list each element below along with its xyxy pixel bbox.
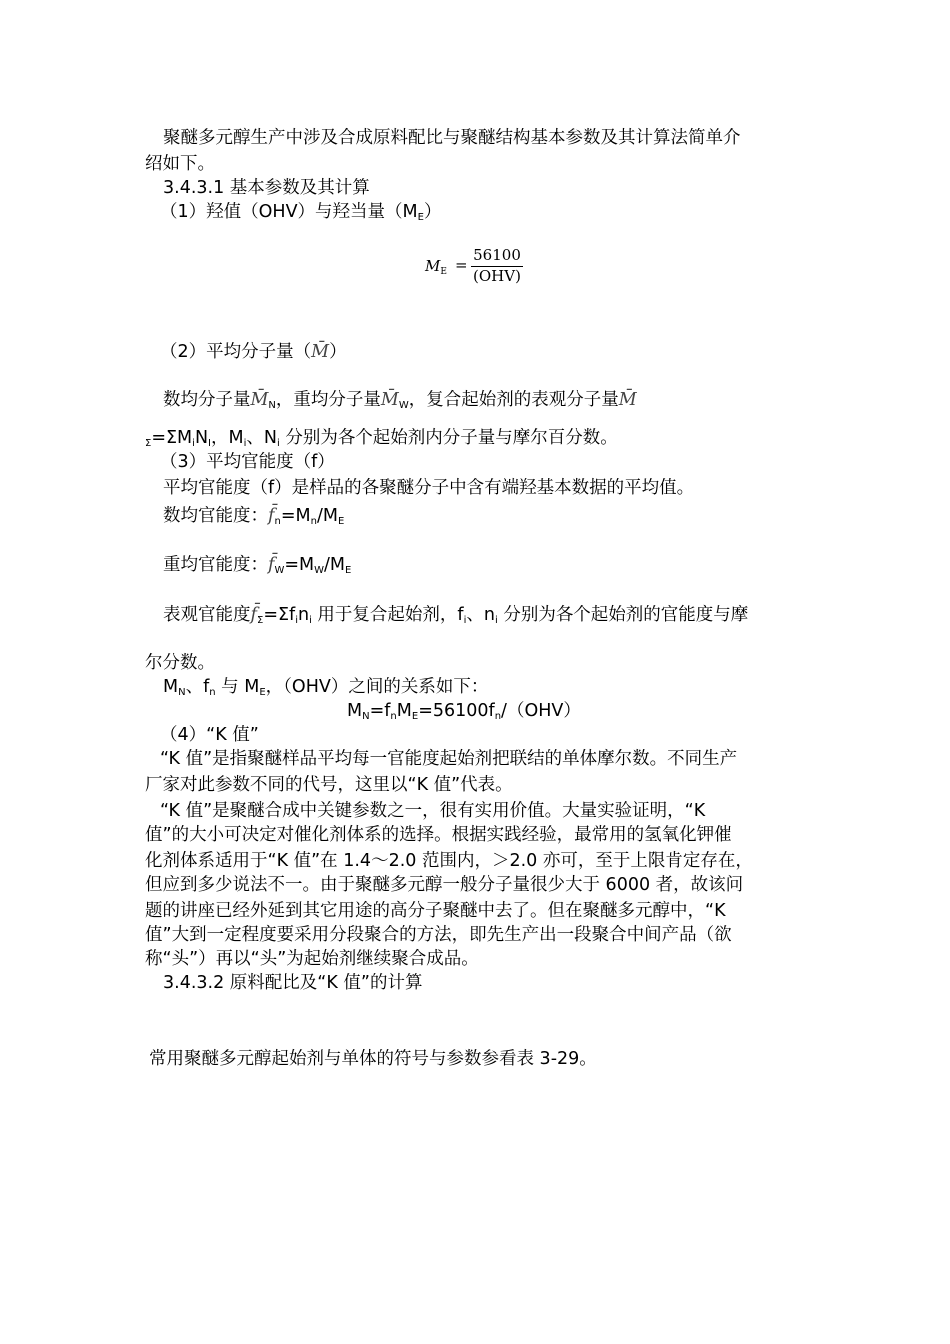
apparent-functionality-continued: 尔分数。 bbox=[145, 653, 215, 673]
table-reference-line: 常用聚醚多元醇起始剂与单体的符号与参数参看表 3-29。 bbox=[149, 1049, 597, 1069]
apparent-functionality: 表观官能度$f̄_\Sigma=\Sigma f_in_i$ 用于复合起始剂，$f_i$、$n_i$ 分别为各个起始剂的官能度与摩 bbox=[163, 605, 749, 626]
k-value-para1-line1: “K 值”是指聚醚样品平均每一官能度起始剂把联结的单体摩尔数。不同生产 bbox=[160, 749, 738, 769]
k-value-para2-line3: 化剂体系适用于“K 值”在 1.4～2.0 范围内，＞2.0 亦可，至于上限肯定存在， bbox=[145, 851, 753, 871]
formula-me-equals: = bbox=[455, 256, 468, 274]
intro-line-1: 聚醚多元醇生产中涉及合成原料配比与聚醚结构基本参数及其计算法简单介 bbox=[163, 128, 741, 148]
item-1-heading: （1）羟值（OHV）与羟当量$(M_E)$ bbox=[160, 202, 442, 223]
weight-average-functionality: 重均官能度：$f̄_W=M_W/M_E$ bbox=[163, 555, 352, 576]
k-value-para2-line7: 称“头”）再以“头”为起始剂继续聚合成品。 bbox=[145, 949, 479, 969]
item-3-description: 平均官能度（f）是样品的各聚醚分子中含有端羟基本数据的平均值。 bbox=[163, 478, 695, 498]
formula-me-image bbox=[425, 246, 525, 286]
k-value-para2-line4: 但应到多少说法不一。由于聚醚多元醇一般分子量很少大于 6000 者，故该问 bbox=[145, 875, 744, 895]
k-value-para1-line2: 厂家对此参数不同的代号，这里以“K 值”代表。 bbox=[145, 775, 513, 795]
number-average-functionality: 数均官能度：$f̄_n=M_n/M_E$ bbox=[163, 506, 345, 527]
formula-me-numerator: 56100 bbox=[473, 246, 521, 264]
k-value-para2-line2: 值”的大小可决定对催化剂体系的选择。根据实践经验，最常用的氢氧化钾催 bbox=[145, 825, 732, 845]
relationship-intro: $M_N$、$f_n$ 与 $M_E$，（OHV）之间的关系如下： bbox=[163, 677, 489, 698]
sigma-definition-line: $_\Sigma=\Sigma M_iN_I$，$M_i$、$N_i$ 分别为各个起始剂内分子量与摩尔百分数。 bbox=[145, 428, 618, 449]
item-3-heading: （3）平均官能度（f） bbox=[160, 452, 335, 472]
section-heading-3-4-3-1: 3.4.3.1 基本参数及其计算 bbox=[163, 178, 370, 198]
relationship-equation: $M_N=f_nM_E=56100f_n/(OHV)$ bbox=[347, 701, 581, 722]
k-value-para2-line1: “K 值”是聚醚合成中关键参数之一，很有实用价值。大量实验证明，“K bbox=[160, 801, 706, 821]
section-heading-3-4-3-2: 3.4.3.2 原料配比及“K 值”的计算 bbox=[163, 973, 423, 993]
item-4-heading: （4）“K 值” bbox=[160, 725, 259, 745]
item-2-heading: （2）平均分子量（M̄） bbox=[160, 342, 347, 362]
formula-me-lhs: $M_E$ bbox=[425, 257, 447, 277]
formula-me-denominator: (OHV) bbox=[473, 267, 521, 285]
k-value-para2-line5: 题的讲座已经外延到其它用途的高分子聚醚中去了。但在聚醚多元醇中，“K bbox=[145, 901, 726, 921]
k-value-para2-line6: 值”大到一定程度要采用分段聚合的方法，即先生产出一段聚合中间产品（欲 bbox=[145, 925, 732, 945]
molecular-weight-line: 数均分子量$M̄_N$，重均分子量$M̄_W$，复合起始剂的表观分子量M̄ bbox=[163, 390, 637, 411]
intro-line-2: 绍如下。 bbox=[145, 154, 215, 174]
m-bar-symbol: M̄ bbox=[311, 342, 330, 362]
